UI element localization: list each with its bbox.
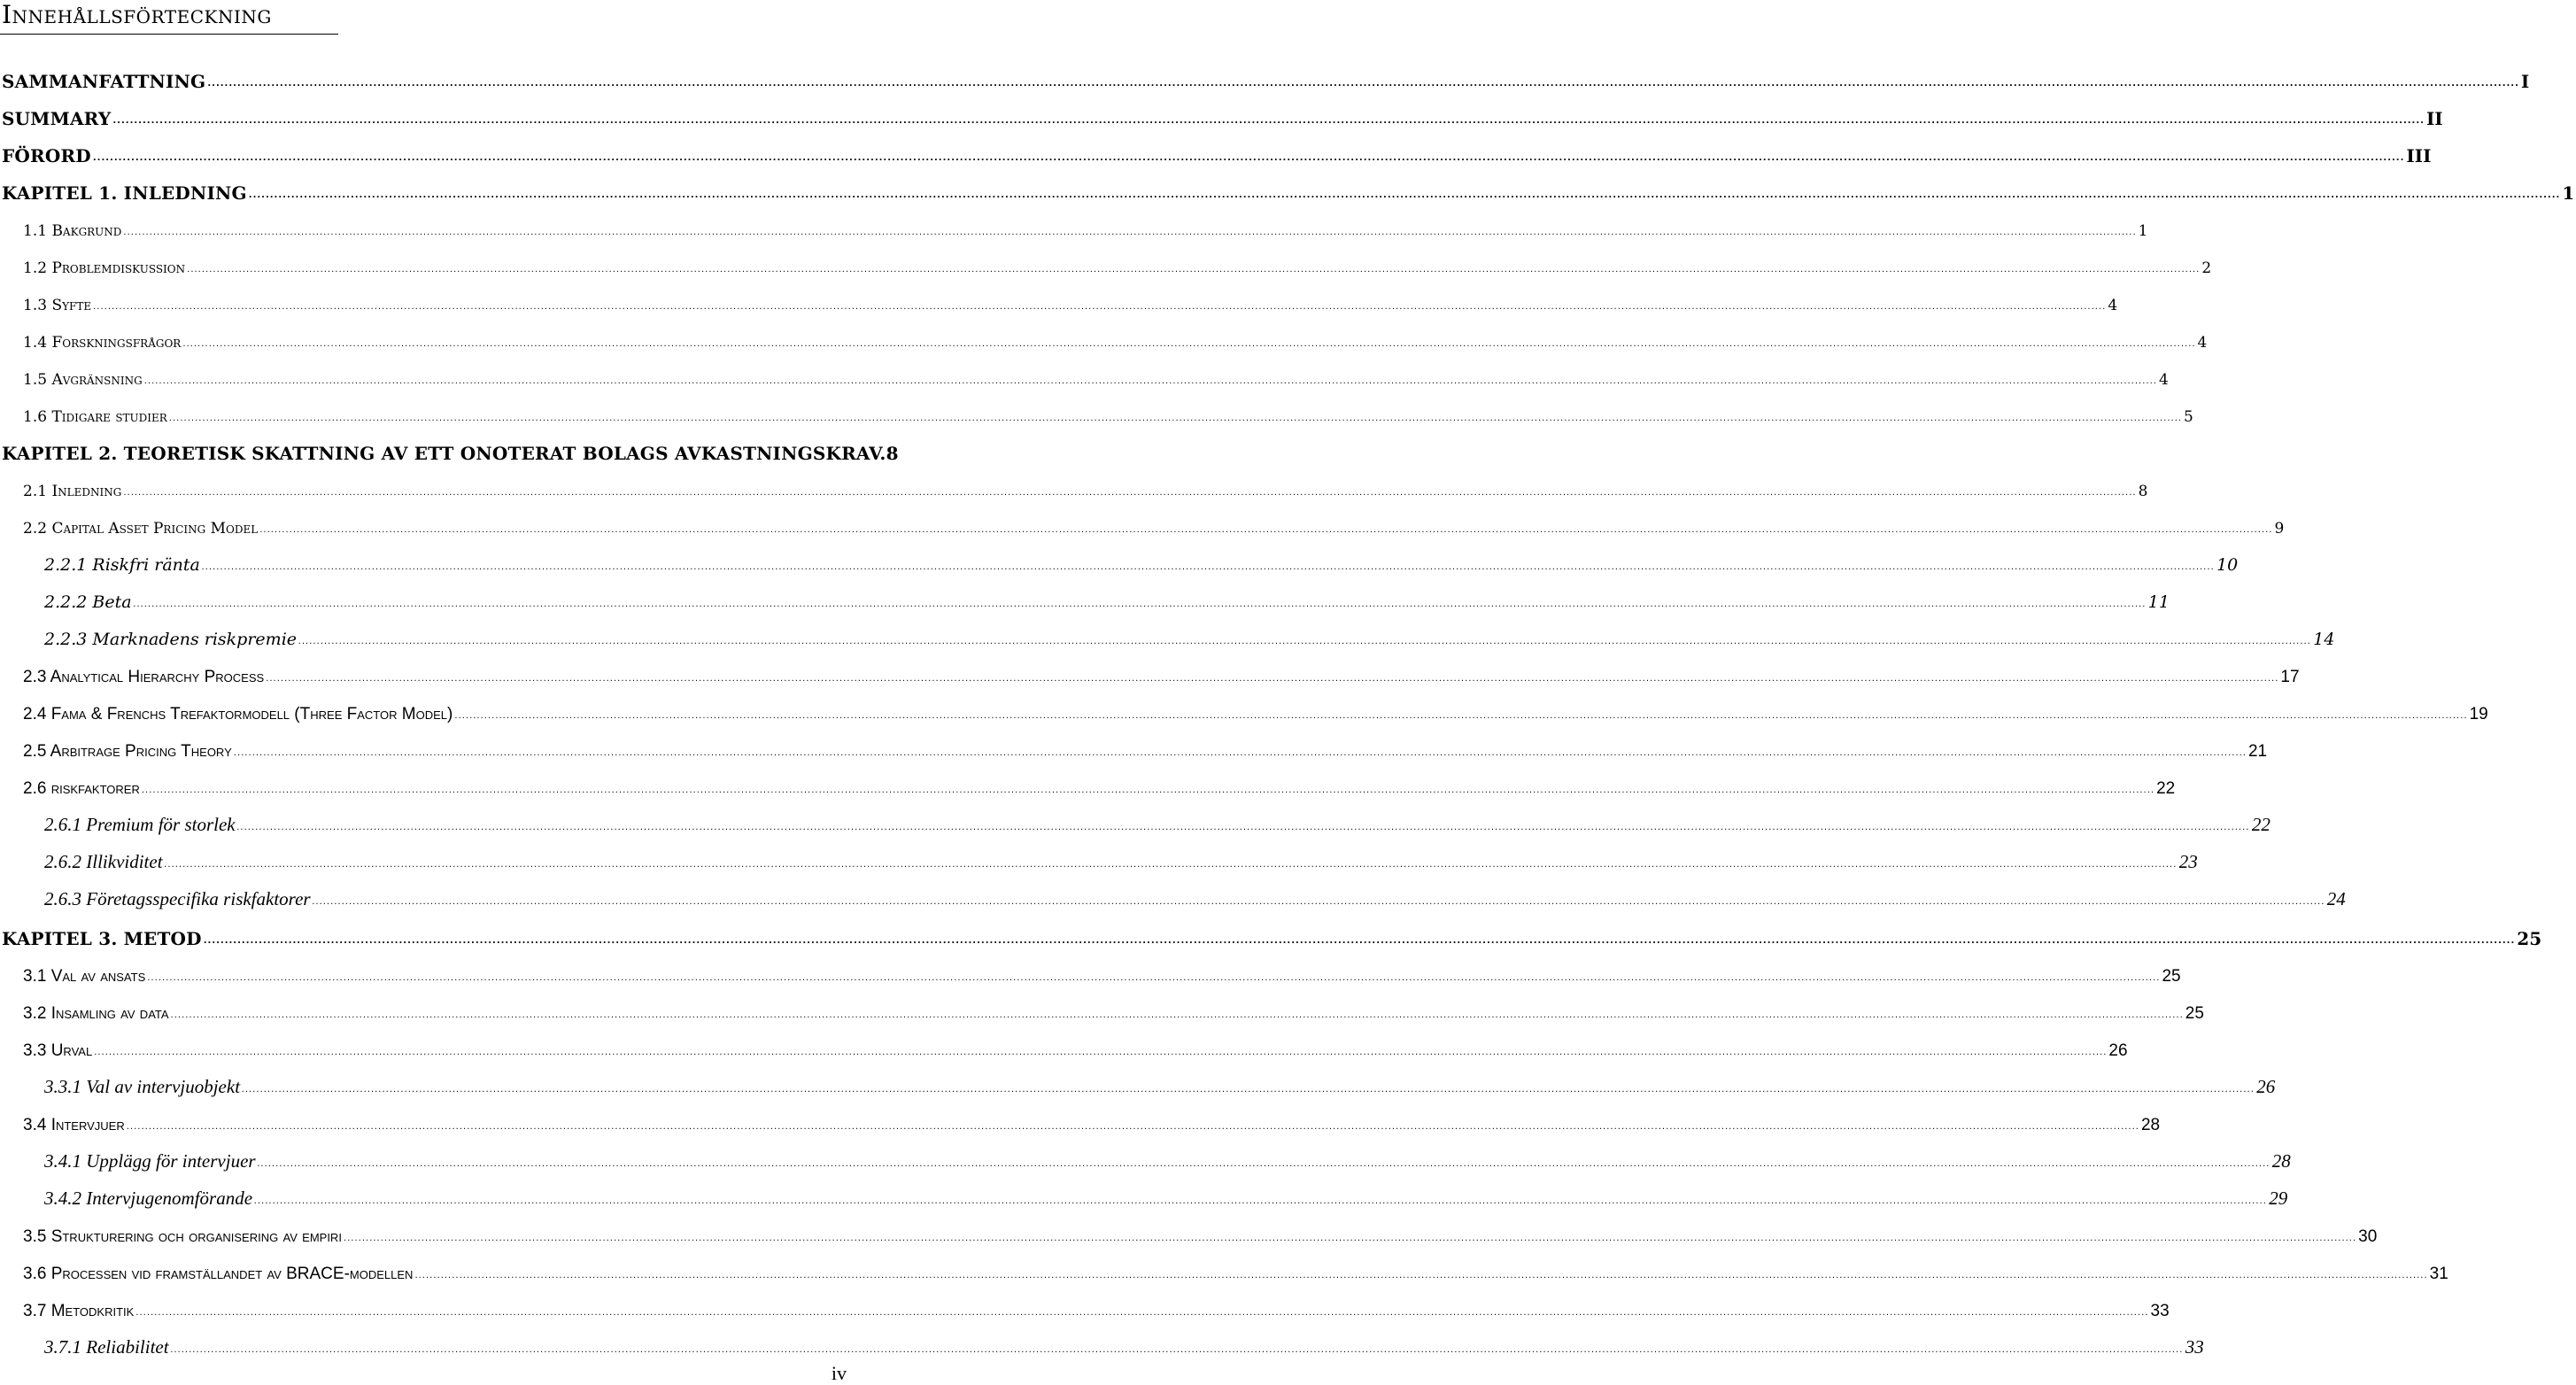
toc-entry[interactable] — [0, 921, 2542, 949]
toc-entry-label: FÖRORD — [2, 145, 91, 166]
toc-entry-page: 30 — [2358, 1227, 2378, 1246]
toc-entry[interactable] — [0, 659, 2300, 686]
toc-entry-label: 3.6 Processen vid framställandet av BRACE-modellen — [23, 1265, 414, 1283]
toc-entry-leader — [165, 861, 2178, 871]
toc-entry[interactable] — [0, 584, 2170, 612]
toc-entry[interactable] — [0, 473, 2148, 500]
toc-entry-label: 3.7.1 Reliabilitet — [44, 1336, 169, 1358]
toc-entry-label: 2.6.2 Illikviditet — [44, 851, 163, 872]
toc-entry-page: 22 — [2251, 814, 2270, 835]
toc-entry-page: 9 — [2274, 520, 2285, 538]
toc-entry-label: 2.6.1 Premium för storlek — [44, 814, 236, 835]
toc-entry-label: 2.2.1 Riskfri ränta — [44, 555, 200, 575]
toc-entry-label: 2.6.3 Företagsspecifika riskfaktorer — [44, 888, 311, 909]
toc-entry-leader — [123, 489, 2136, 499]
toc-entry[interactable] — [0, 510, 2285, 538]
toc-entry-label: 1.6 Tidigare studier — [23, 408, 167, 426]
toc-entry[interactable] — [0, 1219, 2378, 1246]
toc-entry-page: 14 — [2313, 630, 2335, 649]
toc-entry[interactable] — [0, 696, 2488, 723]
toc-entry-leader — [93, 154, 2405, 165]
toc-entry-leader — [258, 1160, 2270, 1171]
toc-entry-page: II — [2425, 108, 2443, 129]
toc-entry-leader — [207, 80, 2519, 90]
toc-entry-leader — [454, 712, 2467, 723]
toc-entry-page: 29 — [2269, 1188, 2288, 1209]
toc-entry-leader — [144, 377, 2157, 388]
toc-entry-page: 5 — [2184, 408, 2193, 426]
toc-entry-leader — [266, 675, 2278, 685]
toc-entry-label: KAPITEL 2. TEORETISK SKATTNING AV ETT ONOTERAT BOLAGS AVKASTNINGSKRAV. — [2, 443, 886, 464]
toc-entry[interactable] — [0, 1256, 2448, 1283]
toc-entry[interactable] — [0, 547, 2239, 575]
toc-entry-label: 2.2.2 Beta — [44, 592, 132, 612]
toc-entry-label: 2.1 Inledning — [23, 483, 122, 500]
toc-entry-label: 2.2.3 Marknadens riskpremie — [44, 630, 298, 649]
toc-entry-label: 2.4 Fama & Frenchs Trefaktormodell (Three Factor Model) — [23, 705, 453, 723]
toc-entry-leader — [134, 600, 2147, 611]
toc-entry[interactable] — [0, 175, 2575, 204]
toc-entry[interactable] — [0, 64, 2530, 92]
toc-entry-leader — [171, 1346, 2184, 1357]
toc-entry-leader — [147, 974, 2160, 985]
toc-entry-label: KAPITEL 3. METOD — [2, 928, 202, 949]
toc-entry[interactable] — [0, 361, 2169, 389]
toc-entry[interactable] — [0, 1330, 2204, 1358]
toc-entry-page: 33 — [2150, 1302, 2170, 1320]
toc-entry-leader — [142, 786, 2154, 797]
page-title: Innehållsförteckning — [2, 0, 272, 29]
toc-entry-label: 3.3 Urval — [23, 1041, 93, 1060]
toc-entry-label: 1.4 Forskningsfrågor — [23, 334, 182, 352]
toc-entry[interactable] — [0, 1293, 2170, 1320]
toc-entry[interactable] — [0, 622, 2335, 649]
toc-entry-page: 22 — [2156, 779, 2176, 798]
toc-entry-label: SAMMANFATTNING — [2, 71, 206, 92]
toc-entry[interactable] — [0, 436, 899, 464]
toc-entry-label: KAPITEL 1. INLEDNING — [2, 182, 247, 204]
toc-entry-leader — [259, 526, 2272, 537]
toc-entry-label: 2.2 Capital Asset Pricing Model — [23, 520, 259, 538]
toc-entry-page: 8 — [2138, 483, 2148, 500]
toc-entry-leader — [93, 303, 2106, 313]
toc-entry[interactable] — [0, 958, 2181, 986]
toc-entry[interactable] — [0, 808, 2270, 835]
toc-entry[interactable] — [0, 995, 2204, 1023]
toc-entry-label: 2.3 Analytical Hierarchy Process — [23, 668, 265, 686]
toc-entry[interactable] — [0, 213, 2148, 240]
toc-entry-page: 33 — [2185, 1336, 2204, 1358]
toc-entry-page: 4 — [2197, 334, 2208, 352]
toc-entry-page: 1 — [2138, 222, 2148, 240]
toc-entry-page: 28 — [2271, 1150, 2291, 1172]
toc-entry-label: 1.2 Problemdiskussion — [23, 259, 186, 277]
toc-entry-page: 4 — [2108, 297, 2118, 314]
toc-entry[interactable] — [0, 1107, 2161, 1134]
toc-entry-page: 2 — [2201, 259, 2212, 277]
toc-entry-label: 3.5 Strukturering och organisering av empiri — [23, 1227, 342, 1246]
toc-entry-leader — [94, 1048, 2107, 1059]
toc-entry-leader — [313, 898, 2325, 909]
toc-entry-page: 28 — [2140, 1116, 2161, 1134]
toc-entry[interactable] — [0, 250, 2212, 277]
toc-entry-label: 1.3 Syfte — [23, 297, 92, 314]
toc-entry-page: 31 — [2429, 1265, 2448, 1283]
toc-entry-label: 3.1 Val av ansats — [23, 967, 146, 986]
toc-entry[interactable] — [0, 733, 2268, 761]
toc-entry-page: 1 — [2562, 182, 2575, 204]
toc-entry-leader — [112, 117, 2425, 128]
toc-entry-label: SUMMARY — [2, 108, 112, 129]
toc-entry-label: 3.4.2 Intervjugenomförande — [44, 1188, 253, 1209]
toc-entry-label: 2.6 riskfaktorer — [23, 779, 140, 798]
toc-entry-page: 10 — [2216, 555, 2239, 575]
toc-entry-page: 26 — [2108, 1041, 2128, 1060]
toc-entry-label: 1.1 Bakgrund — [23, 222, 122, 240]
toc-entry[interactable] — [0, 138, 2432, 166]
toc-entry-leader — [187, 266, 2200, 276]
toc-entry-page: 25 — [2185, 1004, 2204, 1023]
toc-entry-page: 26 — [2256, 1076, 2276, 1097]
toc-entry-label: 2.5 Arbitrage Pricing Theory — [23, 742, 232, 761]
toc-entry-page: 17 — [2280, 668, 2300, 686]
toc-entry-leader — [249, 191, 2561, 202]
toc-entry-page: 21 — [2247, 742, 2268, 761]
toc-entry-page: 24 — [2326, 888, 2346, 909]
toc-entry-label: 3.4.1 Upplägg för intervjuer — [44, 1150, 256, 1172]
toc-entry-leader — [135, 1309, 2148, 1319]
toc-entry-leader — [202, 563, 2215, 574]
toc-entry[interactable] — [0, 1070, 2276, 1097]
toc-entry[interactable] — [0, 398, 2193, 426]
toc-entry[interactable] — [0, 845, 2198, 872]
toc-entry-leader — [127, 1123, 2139, 1134]
toc-entry-leader — [171, 1011, 2184, 1022]
toc-entry-leader — [234, 749, 2247, 760]
toc-entry[interactable] — [0, 1033, 2128, 1060]
toc-entry[interactable] — [0, 1144, 2291, 1172]
toc-entry-leader — [237, 824, 2250, 834]
toc-entry[interactable] — [0, 101, 2443, 129]
toc-entry-leader — [254, 1197, 2267, 1208]
toc-entry[interactable] — [0, 1181, 2288, 1209]
toc-entry-leader — [344, 1234, 2356, 1245]
toc-entry[interactable] — [0, 882, 2346, 909]
toc-entry[interactable] — [0, 770, 2176, 798]
toc-entry-label: 3.3.1 Val av intervjuobjekt — [44, 1076, 241, 1097]
toc-entry-leader — [169, 414, 2182, 425]
toc-entry-page: 25 — [2517, 928, 2542, 949]
toc-entry-page: III — [2406, 145, 2432, 166]
toc-entry-label: 1.5 Avgränsning — [23, 371, 143, 389]
toc-entry-label: 3.7 Metodkritik — [23, 1302, 135, 1320]
toc-entry[interactable] — [0, 287, 2118, 314]
toc-entry-leader — [414, 1272, 2427, 1282]
toc-entry-label: 3.4 Intervjuer — [23, 1116, 125, 1134]
toc-entry-page: 11 — [2147, 592, 2170, 612]
toc-entry-leader — [204, 937, 2516, 948]
toc-entry-page: 25 — [2162, 967, 2181, 986]
toc-entry-label: 3.2 Insamling av data — [23, 1004, 169, 1023]
toc-entry-leader — [298, 638, 2311, 648]
toc-entry-page: 23 — [2178, 851, 2198, 872]
toc-entry-leader — [182, 340, 2195, 351]
toc-entry-leader — [123, 228, 2136, 239]
toc-entry[interactable] — [0, 324, 2208, 352]
page-number: iv — [831, 1362, 847, 1384]
toc-entry-page: 4 — [2158, 371, 2169, 389]
toc-entry-page: I — [2520, 71, 2530, 92]
toc-entry-leader — [242, 1086, 2255, 1096]
toc-entry-page: 8 — [886, 443, 899, 464]
toc-entry-page: 19 — [2469, 705, 2488, 723]
